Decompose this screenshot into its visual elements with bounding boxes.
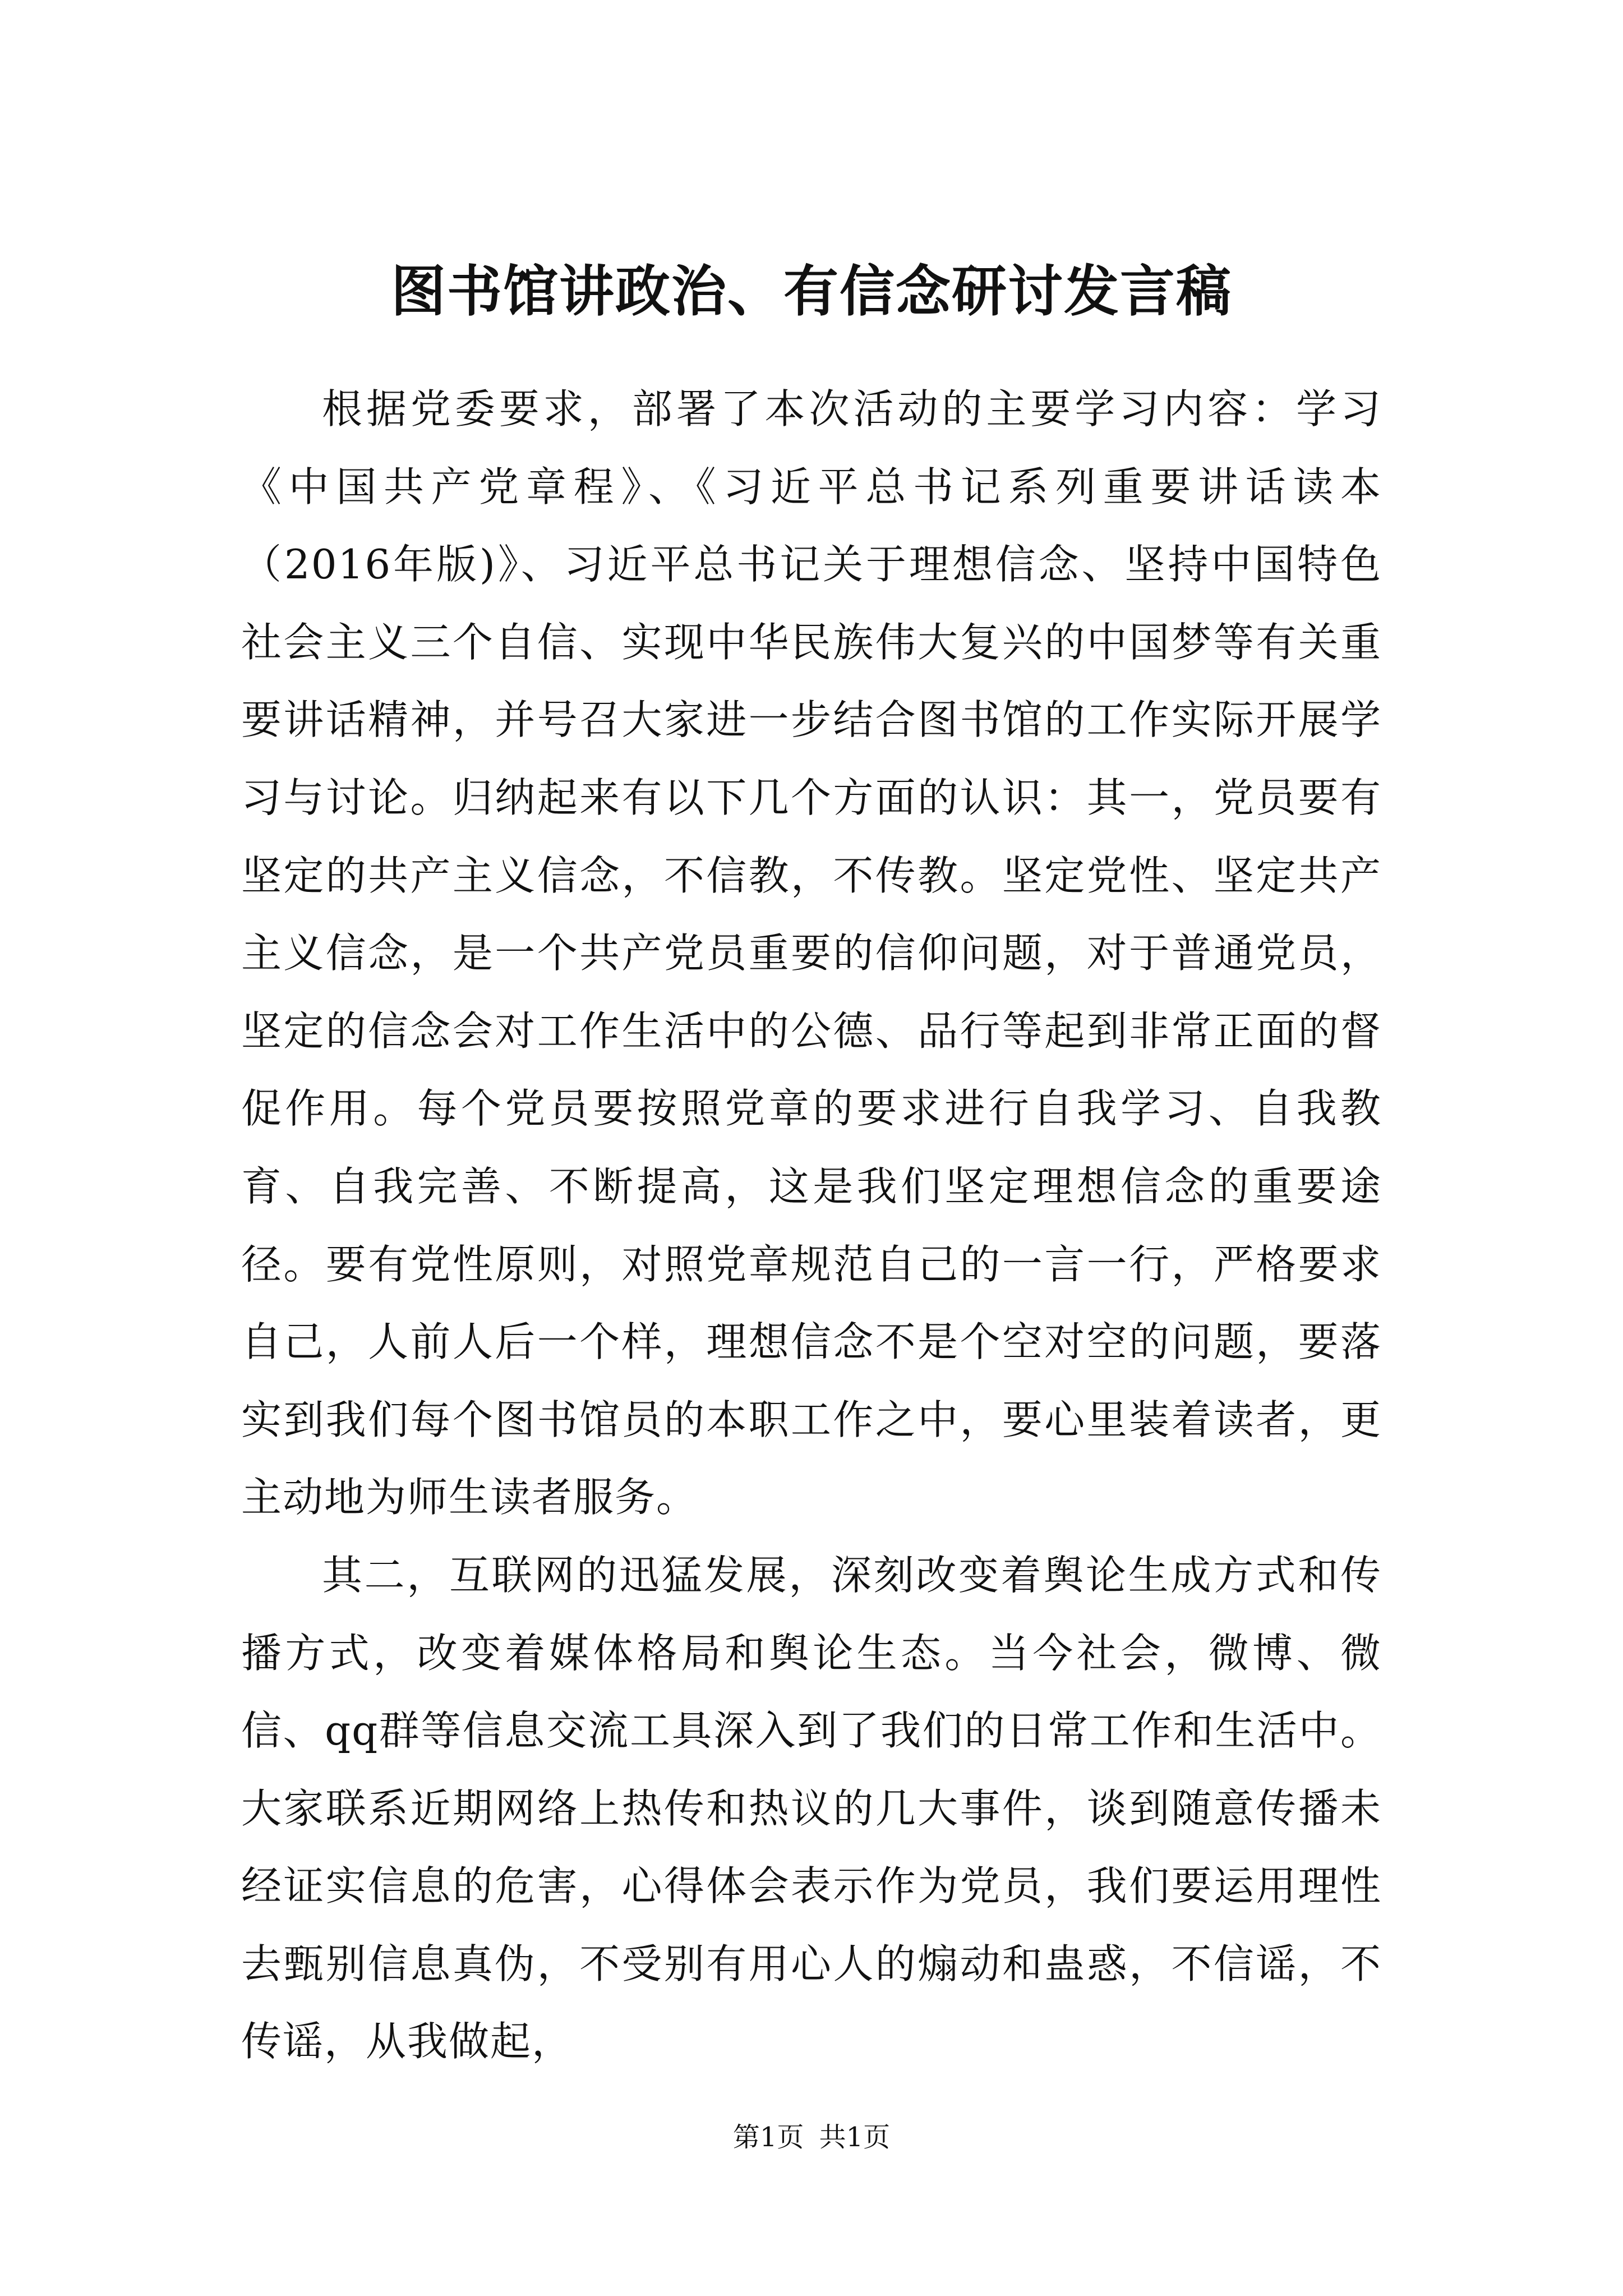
paragraph-2: 其二，互联网的迅猛发展，深刻改变着舆论生成方式和传播方式，改变着媒体格局和舆论生态。当今社会，微博、微信、qq群等信息交流工具深入到了我们的日常工作和生活中。大家联系近期网络上热传和热议的几大事件，谈到随意传播未经证实信息的危害，心得体会表示作为党员，我们要运用理性去甄别信息真伪，不受别有用心人的煽动和蛊惑，不信谣，不传谣，从我做起， (241, 1551, 1382, 2065)
page-total: 共1页 (819, 2122, 891, 2153)
paragraph-1: 根据党委要求，部署了本次活动的主要学习内容：学习《中国共产党章程》、《习近平总书记系列重要讲话读本（2016年版)》、习近平总书记关于理想信念、坚持中国特色社会主义三个自信、实现中华民族伟大复兴的中国梦等有关重要讲话精神，并号召大家进一步结合图书馆的工作实际开展学习与讨论。归纳起来有以下几个方面的认识：其一，党员要有坚定的共产主义信念，不信教，不传教。坚定党性、坚定共产主义信念，是一个共产党员重要的信仰问题，对于普通党员，坚定的信念会对工作生活中的公德、品行等起到非常正面的督促作用。每个党员要按照党章的要求进行自我学习、自我教育、自我完善、不断提高，这是我们坚定理想信念的重要途径。要有党性原则，对照党章规范自己的一言一行，严格要求自己，人前人后一个样，理想信念不是个空对空的问题，要落实到我们每个图书馆员的本职工作之中，要心里装着读者，更主动地为师生读者服务。 (241, 385, 1382, 1521)
document-body (241, 370, 1382, 2081)
document-title: 图书馆讲政治、有信念研讨发言稿 (390, 259, 1232, 324)
page-footer (0, 2115, 1623, 2160)
page-number: 第1页 (732, 2122, 804, 2153)
